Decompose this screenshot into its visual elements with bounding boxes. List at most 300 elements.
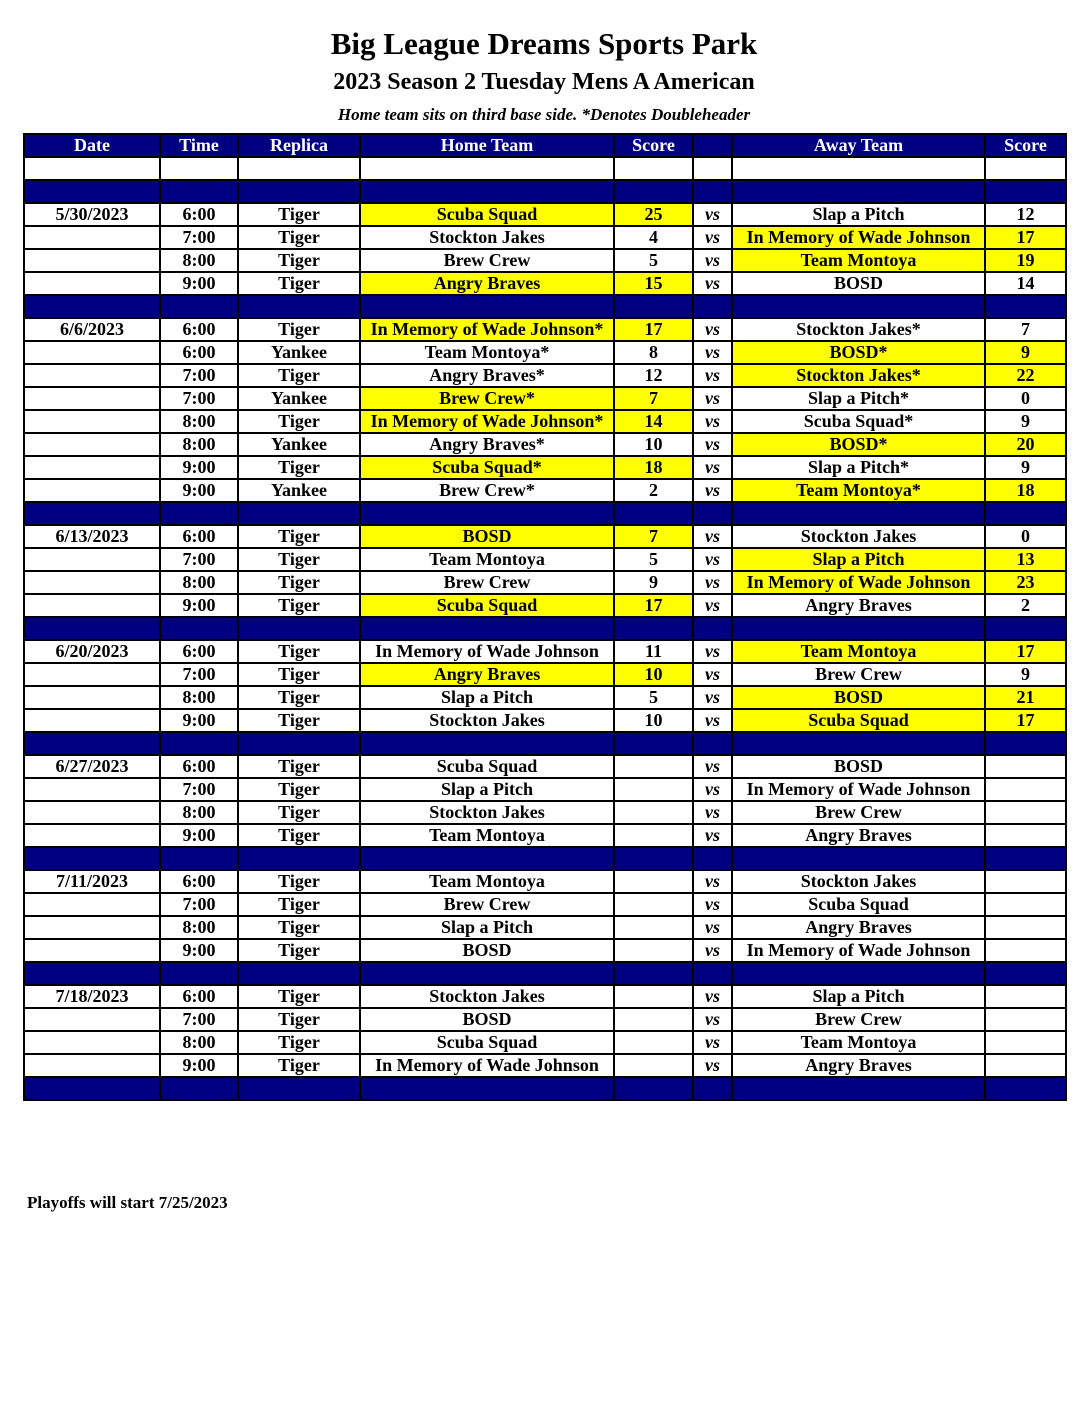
vs-label: vs	[693, 249, 732, 272]
home-team-cell: Team Montoya*	[360, 341, 614, 364]
separator-cell	[160, 732, 238, 755]
away-score-cell: 22	[985, 364, 1066, 387]
separator-cell	[160, 1077, 238, 1100]
home-score-cell	[614, 778, 693, 801]
separator-cell	[160, 847, 238, 870]
home-team-cell: Brew Crew	[360, 893, 614, 916]
col-header-home-score: Score	[614, 134, 693, 157]
home-score-cell: 14	[614, 410, 693, 433]
away-team-cell: Scuba Squad*	[732, 410, 985, 433]
header-row	[24, 134, 1066, 157]
separator-cell	[238, 502, 360, 525]
date-cell	[24, 341, 160, 364]
away-team-cell: In Memory of Wade Johnson	[732, 778, 985, 801]
time-cell: 8:00	[160, 686, 238, 709]
vs-label: vs	[693, 479, 732, 502]
vs-label: vs	[693, 916, 732, 939]
vs-label: vs	[693, 893, 732, 916]
away-score-cell	[985, 801, 1066, 824]
vs-label: vs	[693, 364, 732, 387]
time-cell: 6:00	[160, 870, 238, 893]
separator-cell	[985, 962, 1066, 985]
col-header-home-team: Home Team	[360, 134, 614, 157]
home-team-cell: Scuba Squad	[360, 1031, 614, 1054]
separator-cell	[732, 180, 985, 203]
away-score-cell	[985, 985, 1066, 1008]
home-score-cell: 10	[614, 709, 693, 732]
away-team-cell: Slap a Pitch	[732, 548, 985, 571]
home-team-cell: Team Montoya	[360, 870, 614, 893]
replica-cell: Tiger	[238, 663, 360, 686]
separator-cell	[24, 732, 160, 755]
separator-cell	[160, 617, 238, 640]
away-team-cell: BOSD	[732, 272, 985, 295]
replica-cell: Tiger	[238, 709, 360, 732]
home-score-cell	[614, 1054, 693, 1077]
home-team-cell: Scuba Squad	[360, 755, 614, 778]
col-header-time: Time	[160, 134, 238, 157]
date-cell	[24, 456, 160, 479]
separator-cell	[693, 617, 732, 640]
separator-cell	[614, 502, 693, 525]
game-row	[24, 755, 1066, 778]
away-score-cell: 13	[985, 548, 1066, 571]
away-team-cell: Brew Crew	[732, 1008, 985, 1031]
away-team-cell: In Memory of Wade Johnson	[732, 571, 985, 594]
separator-cell	[732, 962, 985, 985]
separator-cell	[24, 1077, 160, 1100]
replica-cell: Tiger	[238, 525, 360, 548]
replica-cell: Tiger	[238, 364, 360, 387]
time-cell: 6:00	[160, 318, 238, 341]
blank-cell	[360, 157, 614, 180]
away-team-cell: In Memory of Wade Johnson	[732, 939, 985, 962]
home-team-cell: Angry Braves	[360, 272, 614, 295]
time-cell: 6:00	[160, 755, 238, 778]
date-cell	[24, 410, 160, 433]
page-subtitle: 2023 Season 2 Tuesday Mens A American	[333, 69, 755, 95]
date-cell	[24, 387, 160, 410]
date-cell	[24, 226, 160, 249]
home-score-cell: 10	[614, 663, 693, 686]
vs-label: vs	[693, 640, 732, 663]
home-score-cell: 9	[614, 571, 693, 594]
vs-label: vs	[693, 778, 732, 801]
blank-cell	[985, 157, 1066, 180]
blank-cell	[732, 157, 985, 180]
home-team-cell: Brew Crew*	[360, 479, 614, 502]
replica-cell: Tiger	[238, 824, 360, 847]
away-score-cell	[985, 870, 1066, 893]
home-score-cell: 12	[614, 364, 693, 387]
replica-cell: Yankee	[238, 479, 360, 502]
replica-cell: Tiger	[238, 778, 360, 801]
date-cell	[24, 1008, 160, 1031]
separator-cell	[693, 732, 732, 755]
home-team-cell: Angry Braves	[360, 663, 614, 686]
separator-cell	[732, 295, 985, 318]
time-cell: 9:00	[160, 939, 238, 962]
home-team-cell: Stockton Jakes	[360, 801, 614, 824]
home-score-cell: 5	[614, 686, 693, 709]
time-cell: 8:00	[160, 801, 238, 824]
away-score-cell: 17	[985, 709, 1066, 732]
replica-cell: Yankee	[238, 433, 360, 456]
home-team-cell: Stockton Jakes	[360, 709, 614, 732]
away-score-cell: 20	[985, 433, 1066, 456]
game-row	[24, 778, 1066, 801]
replica-cell: Tiger	[238, 203, 360, 226]
replica-cell: Tiger	[238, 1008, 360, 1031]
date-cell: 7/11/2023	[24, 870, 160, 893]
vs-label: vs	[693, 525, 732, 548]
home-score-cell: 7	[614, 387, 693, 410]
separator-cell	[693, 962, 732, 985]
separator-cell	[360, 617, 614, 640]
vs-label: vs	[693, 939, 732, 962]
schedule-body	[24, 157, 1066, 1100]
home-team-cell: In Memory of Wade Johnson	[360, 640, 614, 663]
home-score-cell	[614, 916, 693, 939]
replica-cell: Tiger	[238, 939, 360, 962]
away-team-cell: Stockton Jakes	[732, 525, 985, 548]
time-cell: 6:00	[160, 640, 238, 663]
home-team-cell: Brew Crew	[360, 571, 614, 594]
replica-cell: Tiger	[238, 548, 360, 571]
away-team-cell: Slap a Pitch*	[732, 387, 985, 410]
away-team-cell: Brew Crew	[732, 663, 985, 686]
playoffs-note: Playoffs will start 7/25/2023	[27, 1193, 228, 1212]
home-score-cell: 7	[614, 525, 693, 548]
away-team-cell: Team Montoya	[732, 1031, 985, 1054]
game-row	[24, 433, 1066, 456]
vs-label: vs	[693, 341, 732, 364]
date-cell	[24, 1054, 160, 1077]
vs-label: vs	[693, 226, 732, 249]
replica-cell: Tiger	[238, 226, 360, 249]
home-score-cell	[614, 801, 693, 824]
replica-cell: Tiger	[238, 870, 360, 893]
time-cell: 7:00	[160, 387, 238, 410]
replica-cell: Tiger	[238, 1031, 360, 1054]
time-cell: 7:00	[160, 1008, 238, 1031]
time-cell: 8:00	[160, 916, 238, 939]
separator-cell	[238, 847, 360, 870]
replica-cell: Tiger	[238, 272, 360, 295]
vs-label: vs	[693, 686, 732, 709]
separator-cell	[732, 617, 985, 640]
home-team-cell: BOSD	[360, 1008, 614, 1031]
date-cell	[24, 433, 160, 456]
away-score-cell	[985, 824, 1066, 847]
home-score-cell: 5	[614, 548, 693, 571]
separator-cell	[732, 502, 985, 525]
schedule-table	[23, 133, 1067, 1101]
blank-cell	[160, 157, 238, 180]
replica-cell: Tiger	[238, 249, 360, 272]
away-team-cell: Scuba Squad	[732, 893, 985, 916]
home-team-cell: Scuba Squad	[360, 594, 614, 617]
game-row	[24, 985, 1066, 1008]
separator-row	[24, 180, 1066, 203]
away-score-cell: 2	[985, 594, 1066, 617]
separator-cell	[360, 1077, 614, 1100]
vs-label: vs	[693, 709, 732, 732]
game-row	[24, 456, 1066, 479]
date-cell	[24, 824, 160, 847]
separator-cell	[160, 180, 238, 203]
separator-cell	[985, 1077, 1066, 1100]
vs-label: vs	[693, 387, 732, 410]
home-score-cell	[614, 1008, 693, 1031]
date-cell	[24, 686, 160, 709]
home-team-cell: BOSD	[360, 525, 614, 548]
separator-cell	[24, 502, 160, 525]
separator-cell	[693, 180, 732, 203]
separator-cell	[24, 295, 160, 318]
game-row	[24, 709, 1066, 732]
away-team-cell: Slap a Pitch*	[732, 456, 985, 479]
blank-cell	[693, 157, 732, 180]
vs-label: vs	[693, 272, 732, 295]
separator-cell	[360, 295, 614, 318]
separator-cell	[985, 732, 1066, 755]
separator-cell	[732, 847, 985, 870]
separator-row	[24, 502, 1066, 525]
separator-row	[24, 732, 1066, 755]
time-cell: 8:00	[160, 1031, 238, 1054]
replica-cell: Tiger	[238, 571, 360, 594]
vs-label: vs	[693, 433, 732, 456]
date-cell	[24, 801, 160, 824]
away-score-cell	[985, 893, 1066, 916]
home-team-cell: Slap a Pitch	[360, 686, 614, 709]
vs-label: vs	[693, 663, 732, 686]
away-score-cell: 7	[985, 318, 1066, 341]
date-cell: 6/27/2023	[24, 755, 160, 778]
home-team-cell: Scuba Squad*	[360, 456, 614, 479]
away-team-cell: Team Montoya	[732, 249, 985, 272]
time-cell: 7:00	[160, 663, 238, 686]
game-row	[24, 1054, 1066, 1077]
home-team-cell: Stockton Jakes	[360, 985, 614, 1008]
replica-cell: Tiger	[238, 985, 360, 1008]
date-cell	[24, 1031, 160, 1054]
away-score-cell: 14	[985, 272, 1066, 295]
away-score-cell	[985, 1008, 1066, 1031]
vs-label: vs	[693, 203, 732, 226]
away-score-cell	[985, 755, 1066, 778]
home-score-cell: 15	[614, 272, 693, 295]
replica-cell: Tiger	[238, 755, 360, 778]
away-team-cell: Slap a Pitch	[732, 985, 985, 1008]
game-row	[24, 1008, 1066, 1031]
date-cell: 7/18/2023	[24, 985, 160, 1008]
separator-cell	[360, 732, 614, 755]
separator-cell	[160, 962, 238, 985]
separator-cell	[985, 617, 1066, 640]
separator-cell	[24, 180, 160, 203]
game-row	[24, 548, 1066, 571]
time-cell: 7:00	[160, 364, 238, 387]
separator-cell	[238, 1077, 360, 1100]
time-cell: 8:00	[160, 410, 238, 433]
blank-cell	[238, 157, 360, 180]
home-team-cell: Brew Crew	[360, 249, 614, 272]
date-cell	[24, 778, 160, 801]
separator-cell	[238, 732, 360, 755]
date-cell	[24, 939, 160, 962]
date-cell: 5/30/2023	[24, 203, 160, 226]
vs-label: vs	[693, 985, 732, 1008]
replica-cell: Tiger	[238, 318, 360, 341]
separator-cell	[614, 180, 693, 203]
time-cell: 8:00	[160, 433, 238, 456]
home-score-cell	[614, 755, 693, 778]
separator-cell	[24, 962, 160, 985]
separator-cell	[614, 617, 693, 640]
separator-cell	[985, 180, 1066, 203]
home-score-cell: 17	[614, 318, 693, 341]
vs-label: vs	[693, 870, 732, 893]
home-score-cell	[614, 893, 693, 916]
separator-row	[24, 847, 1066, 870]
game-row	[24, 203, 1066, 226]
replica-cell: Yankee	[238, 387, 360, 410]
time-cell: 9:00	[160, 456, 238, 479]
separator-cell	[985, 502, 1066, 525]
time-cell: 9:00	[160, 479, 238, 502]
separator-cell	[693, 502, 732, 525]
time-cell: 9:00	[160, 594, 238, 617]
home-score-cell	[614, 870, 693, 893]
separator-cell	[985, 295, 1066, 318]
home-team-cell: Team Montoya	[360, 548, 614, 571]
away-team-cell: BOSD	[732, 686, 985, 709]
vs-label: vs	[693, 824, 732, 847]
separator-cell	[238, 180, 360, 203]
time-cell: 9:00	[160, 272, 238, 295]
separator-cell	[732, 732, 985, 755]
game-row	[24, 1031, 1066, 1054]
game-row	[24, 249, 1066, 272]
home-score-cell	[614, 939, 693, 962]
separator-cell	[614, 1077, 693, 1100]
time-cell: 6:00	[160, 203, 238, 226]
col-header-replica: Replica	[238, 134, 360, 157]
separator-cell	[238, 295, 360, 318]
away-team-cell: Stockton Jakes*	[732, 364, 985, 387]
time-cell: 7:00	[160, 548, 238, 571]
home-score-cell: 4	[614, 226, 693, 249]
blank-cell	[24, 157, 160, 180]
separator-cell	[614, 732, 693, 755]
date-cell	[24, 571, 160, 594]
away-team-cell: Angry Braves	[732, 594, 985, 617]
home-team-cell: Angry Braves*	[360, 364, 614, 387]
date-cell	[24, 594, 160, 617]
game-row	[24, 318, 1066, 341]
game-row	[24, 226, 1066, 249]
away-score-cell: 17	[985, 640, 1066, 663]
home-score-cell	[614, 985, 693, 1008]
replica-cell: Tiger	[238, 893, 360, 916]
game-row	[24, 939, 1066, 962]
separator-cell	[360, 962, 614, 985]
game-row	[24, 824, 1066, 847]
vs-label: vs	[693, 410, 732, 433]
away-team-cell: Angry Braves	[732, 916, 985, 939]
away-score-cell: 9	[985, 663, 1066, 686]
page-title: Big League Dreams Sports Park	[330, 26, 758, 61]
separator-row	[24, 295, 1066, 318]
vs-label: vs	[693, 1054, 732, 1077]
away-team-cell: Stockton Jakes	[732, 870, 985, 893]
time-cell: 9:00	[160, 824, 238, 847]
replica-cell: Tiger	[238, 640, 360, 663]
time-cell: 6:00	[160, 341, 238, 364]
vs-label: vs	[693, 318, 732, 341]
time-cell: 6:00	[160, 525, 238, 548]
home-score-cell: 25	[614, 203, 693, 226]
blank-cell	[614, 157, 693, 180]
home-score-cell	[614, 1031, 693, 1054]
away-team-cell: Angry Braves	[732, 824, 985, 847]
home-score-cell: 18	[614, 456, 693, 479]
away-team-cell: Stockton Jakes*	[732, 318, 985, 341]
vs-label: vs	[693, 755, 732, 778]
time-cell: 9:00	[160, 1054, 238, 1077]
away-team-cell: Scuba Squad	[732, 709, 985, 732]
away-team-cell: Angry Braves	[732, 1054, 985, 1077]
away-score-cell: 9	[985, 341, 1066, 364]
replica-cell: Tiger	[238, 916, 360, 939]
away-score-cell	[985, 1031, 1066, 1054]
separator-cell	[360, 847, 614, 870]
away-score-cell: 21	[985, 686, 1066, 709]
replica-cell: Tiger	[238, 1054, 360, 1077]
away-team-cell: Team Montoya*	[732, 479, 985, 502]
away-score-cell: 19	[985, 249, 1066, 272]
away-team-cell: BOSD*	[732, 341, 985, 364]
time-cell: 9:00	[160, 709, 238, 732]
date-cell: 6/20/2023	[24, 640, 160, 663]
separator-cell	[985, 847, 1066, 870]
home-team-cell: Brew Crew*	[360, 387, 614, 410]
page-note: Home team sits on third base side. *Denotes Doubleheader	[337, 105, 751, 124]
separator-cell	[614, 847, 693, 870]
separator-cell	[24, 847, 160, 870]
separator-cell	[693, 295, 732, 318]
replica-cell: Tiger	[238, 456, 360, 479]
away-score-cell: 0	[985, 525, 1066, 548]
time-cell: 8:00	[160, 249, 238, 272]
game-row	[24, 801, 1066, 824]
home-score-cell: 11	[614, 640, 693, 663]
time-cell: 7:00	[160, 226, 238, 249]
replica-cell: Yankee	[238, 341, 360, 364]
separator-cell	[693, 847, 732, 870]
separator-cell	[693, 1077, 732, 1100]
game-row	[24, 410, 1066, 433]
away-team-cell: Slap a Pitch	[732, 203, 985, 226]
date-cell: 6/6/2023	[24, 318, 160, 341]
separator-cell	[614, 962, 693, 985]
game-row	[24, 663, 1066, 686]
col-header-vs	[693, 134, 732, 157]
time-cell: 7:00	[160, 893, 238, 916]
separator-cell	[360, 180, 614, 203]
